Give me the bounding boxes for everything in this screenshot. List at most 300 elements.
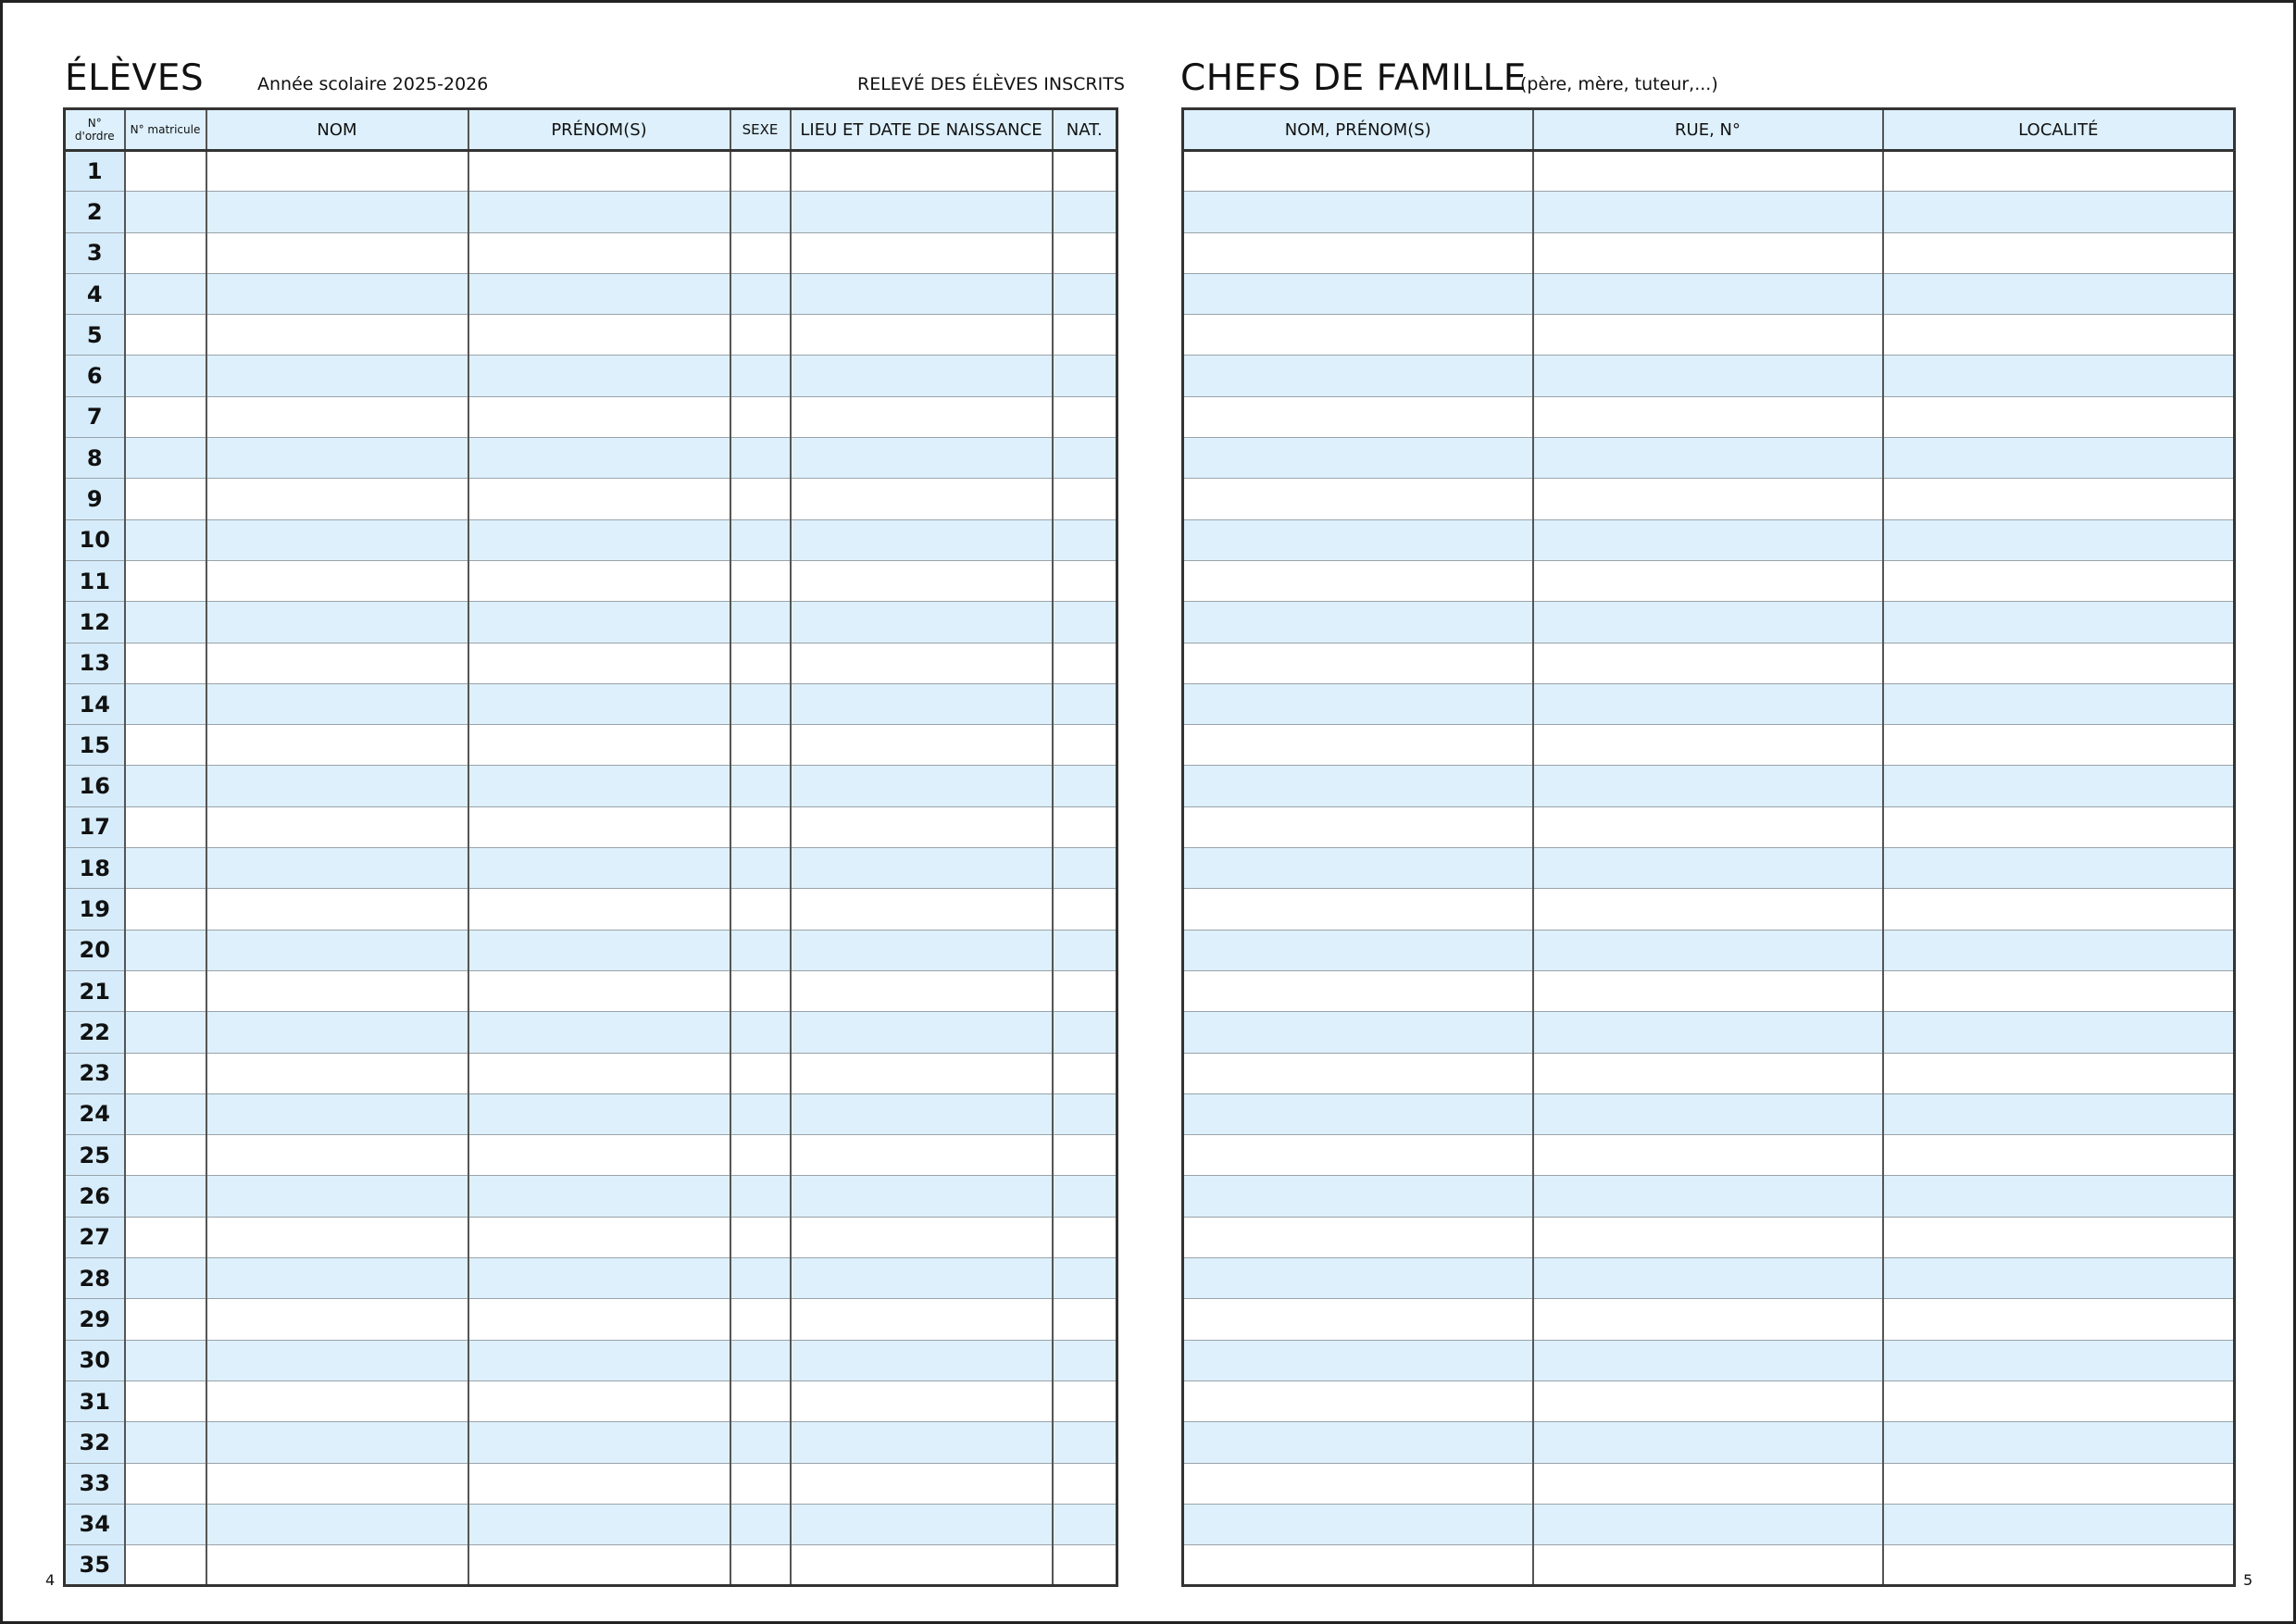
parent-name-cell[interactable]: [1183, 1135, 1533, 1176]
prenoms-cell[interactable]: [468, 848, 730, 889]
street-cell[interactable]: [1533, 1093, 1883, 1134]
birth-cell[interactable]: [791, 889, 1053, 930]
nat-cell[interactable]: [1053, 806, 1117, 847]
parent-name-cell[interactable]: [1183, 560, 1533, 601]
nat-cell[interactable]: [1053, 315, 1117, 356]
matricule-cell[interactable]: [125, 151, 206, 192]
nat-cell[interactable]: [1053, 519, 1117, 560]
street-cell[interactable]: [1533, 643, 1883, 683]
locality-cell[interactable]: [1883, 438, 2235, 479]
prenoms-cell[interactable]: [468, 1012, 730, 1053]
sexe-cell[interactable]: [730, 1053, 791, 1093]
sexe-cell[interactable]: [730, 889, 791, 930]
street-cell[interactable]: [1533, 889, 1883, 930]
birth-cell[interactable]: [791, 643, 1053, 683]
matricule-cell[interactable]: [125, 232, 206, 273]
locality-cell[interactable]: [1883, 643, 2235, 683]
nat-cell[interactable]: [1053, 1093, 1117, 1134]
matricule-cell[interactable]: [125, 1340, 206, 1380]
nom-cell[interactable]: [206, 1217, 468, 1257]
nat-cell[interactable]: [1053, 889, 1117, 930]
locality-cell[interactable]: [1883, 1135, 2235, 1176]
matricule-cell[interactable]: [125, 1217, 206, 1257]
street-cell[interactable]: [1533, 396, 1883, 437]
parent-name-cell[interactable]: [1183, 643, 1533, 683]
matricule-cell[interactable]: [125, 1053, 206, 1093]
birth-cell[interactable]: [791, 1217, 1053, 1257]
nom-cell[interactable]: [206, 356, 468, 396]
prenoms-cell[interactable]: [468, 970, 730, 1011]
parent-name-cell[interactable]: [1183, 766, 1533, 806]
birth-cell[interactable]: [791, 930, 1053, 970]
nom-cell[interactable]: [206, 315, 468, 356]
street-cell[interactable]: [1533, 479, 1883, 519]
sexe-cell[interactable]: [730, 315, 791, 356]
nom-cell[interactable]: [206, 273, 468, 314]
locality-cell[interactable]: [1883, 848, 2235, 889]
locality-cell[interactable]: [1883, 1380, 2235, 1421]
street-cell[interactable]: [1533, 1053, 1883, 1093]
nat-cell[interactable]: [1053, 1176, 1117, 1217]
matricule-cell[interactable]: [125, 479, 206, 519]
nom-cell[interactable]: [206, 602, 468, 643]
matricule-cell[interactable]: [125, 725, 206, 766]
locality-cell[interactable]: [1883, 1217, 2235, 1257]
locality-cell[interactable]: [1883, 1299, 2235, 1340]
birth-cell[interactable]: [791, 602, 1053, 643]
matricule-cell[interactable]: [125, 683, 206, 724]
locality-cell[interactable]: [1883, 192, 2235, 232]
parent-name-cell[interactable]: [1183, 1340, 1533, 1380]
locality-cell[interactable]: [1883, 1340, 2235, 1380]
nom-cell[interactable]: [206, 1545, 468, 1586]
street-cell[interactable]: [1533, 602, 1883, 643]
matricule-cell[interactable]: [125, 766, 206, 806]
nom-cell[interactable]: [206, 1422, 468, 1463]
parent-name-cell[interactable]: [1183, 1217, 1533, 1257]
prenoms-cell[interactable]: [468, 192, 730, 232]
parent-name-cell[interactable]: [1183, 519, 1533, 560]
nat-cell[interactable]: [1053, 683, 1117, 724]
prenoms-cell[interactable]: [468, 232, 730, 273]
parent-name-cell[interactable]: [1183, 1545, 1533, 1586]
sexe-cell[interactable]: [730, 643, 791, 683]
locality-cell[interactable]: [1883, 602, 2235, 643]
street-cell[interactable]: [1533, 1012, 1883, 1053]
locality-cell[interactable]: [1883, 683, 2235, 724]
parent-name-cell[interactable]: [1183, 479, 1533, 519]
matricule-cell[interactable]: [125, 356, 206, 396]
nom-cell[interactable]: [206, 192, 468, 232]
matricule-cell[interactable]: [125, 1135, 206, 1176]
street-cell[interactable]: [1533, 560, 1883, 601]
birth-cell[interactable]: [791, 356, 1053, 396]
matricule-cell[interactable]: [125, 602, 206, 643]
matricule-cell[interactable]: [125, 806, 206, 847]
sexe-cell[interactable]: [730, 479, 791, 519]
matricule-cell[interactable]: [125, 889, 206, 930]
sexe-cell[interactable]: [730, 1093, 791, 1134]
locality-cell[interactable]: [1883, 151, 2235, 192]
matricule-cell[interactable]: [125, 560, 206, 601]
birth-cell[interactable]: [791, 479, 1053, 519]
sexe-cell[interactable]: [730, 232, 791, 273]
street-cell[interactable]: [1533, 848, 1883, 889]
parent-name-cell[interactable]: [1183, 192, 1533, 232]
locality-cell[interactable]: [1883, 396, 2235, 437]
street-cell[interactable]: [1533, 1258, 1883, 1299]
nom-cell[interactable]: [206, 1340, 468, 1380]
sexe-cell[interactable]: [730, 560, 791, 601]
street-cell[interactable]: [1533, 930, 1883, 970]
parent-name-cell[interactable]: [1183, 151, 1533, 192]
nom-cell[interactable]: [206, 1093, 468, 1134]
parent-name-cell[interactable]: [1183, 602, 1533, 643]
nat-cell[interactable]: [1053, 192, 1117, 232]
sexe-cell[interactable]: [730, 1463, 791, 1504]
nat-cell[interactable]: [1053, 1380, 1117, 1421]
matricule-cell[interactable]: [125, 1545, 206, 1586]
matricule-cell[interactable]: [125, 1422, 206, 1463]
nom-cell[interactable]: [206, 643, 468, 683]
parent-name-cell[interactable]: [1183, 1422, 1533, 1463]
parent-name-cell[interactable]: [1183, 930, 1533, 970]
nat-cell[interactable]: [1053, 930, 1117, 970]
birth-cell[interactable]: [791, 1504, 1053, 1544]
birth-cell[interactable]: [791, 273, 1053, 314]
nom-cell[interactable]: [206, 519, 468, 560]
parent-name-cell[interactable]: [1183, 1463, 1533, 1504]
locality-cell[interactable]: [1883, 1012, 2235, 1053]
street-cell[interactable]: [1533, 1299, 1883, 1340]
matricule-cell[interactable]: [125, 1380, 206, 1421]
birth-cell[interactable]: [791, 806, 1053, 847]
birth-cell[interactable]: [791, 848, 1053, 889]
prenoms-cell[interactable]: [468, 1340, 730, 1380]
parent-name-cell[interactable]: [1183, 889, 1533, 930]
prenoms-cell[interactable]: [468, 643, 730, 683]
prenoms-cell[interactable]: [468, 151, 730, 192]
nom-cell[interactable]: [206, 1012, 468, 1053]
locality-cell[interactable]: [1883, 766, 2235, 806]
birth-cell[interactable]: [791, 1463, 1053, 1504]
street-cell[interactable]: [1533, 766, 1883, 806]
prenoms-cell[interactable]: [468, 889, 730, 930]
nat-cell[interactable]: [1053, 1258, 1117, 1299]
matricule-cell[interactable]: [125, 1299, 206, 1340]
nom-cell[interactable]: [206, 232, 468, 273]
prenoms-cell[interactable]: [468, 396, 730, 437]
birth-cell[interactable]: [791, 438, 1053, 479]
street-cell[interactable]: [1533, 438, 1883, 479]
nat-cell[interactable]: [1053, 725, 1117, 766]
street-cell[interactable]: [1533, 1504, 1883, 1544]
locality-cell[interactable]: [1883, 315, 2235, 356]
birth-cell[interactable]: [791, 396, 1053, 437]
sexe-cell[interactable]: [730, 970, 791, 1011]
birth-cell[interactable]: [791, 725, 1053, 766]
nom-cell[interactable]: [206, 1258, 468, 1299]
sexe-cell[interactable]: [730, 273, 791, 314]
nat-cell[interactable]: [1053, 848, 1117, 889]
nat-cell[interactable]: [1053, 1053, 1117, 1093]
street-cell[interactable]: [1533, 806, 1883, 847]
birth-cell[interactable]: [791, 970, 1053, 1011]
sexe-cell[interactable]: [730, 848, 791, 889]
sexe-cell[interactable]: [730, 356, 791, 396]
nom-cell[interactable]: [206, 396, 468, 437]
nat-cell[interactable]: [1053, 1135, 1117, 1176]
birth-cell[interactable]: [791, 683, 1053, 724]
locality-cell[interactable]: [1883, 560, 2235, 601]
locality-cell[interactable]: [1883, 1093, 2235, 1134]
nat-cell[interactable]: [1053, 1504, 1117, 1544]
birth-cell[interactable]: [791, 560, 1053, 601]
birth-cell[interactable]: [791, 315, 1053, 356]
street-cell[interactable]: [1533, 683, 1883, 724]
sexe-cell[interactable]: [730, 1217, 791, 1257]
locality-cell[interactable]: [1883, 273, 2235, 314]
nat-cell[interactable]: [1053, 273, 1117, 314]
nom-cell[interactable]: [206, 438, 468, 479]
sexe-cell[interactable]: [730, 519, 791, 560]
locality-cell[interactable]: [1883, 970, 2235, 1011]
nat-cell[interactable]: [1053, 970, 1117, 1011]
birth-cell[interactable]: [791, 1299, 1053, 1340]
nat-cell[interactable]: [1053, 1340, 1117, 1380]
sexe-cell[interactable]: [730, 725, 791, 766]
street-cell[interactable]: [1533, 1545, 1883, 1586]
prenoms-cell[interactable]: [468, 1299, 730, 1340]
sexe-cell[interactable]: [730, 806, 791, 847]
nat-cell[interactable]: [1053, 396, 1117, 437]
nat-cell[interactable]: [1053, 1545, 1117, 1586]
parent-name-cell[interactable]: [1183, 356, 1533, 396]
matricule-cell[interactable]: [125, 1463, 206, 1504]
matricule-cell[interactable]: [125, 1093, 206, 1134]
prenoms-cell[interactable]: [468, 1258, 730, 1299]
birth-cell[interactable]: [791, 1258, 1053, 1299]
nat-cell[interactable]: [1053, 1422, 1117, 1463]
prenoms-cell[interactable]: [468, 519, 730, 560]
birth-cell[interactable]: [791, 192, 1053, 232]
street-cell[interactable]: [1533, 356, 1883, 396]
matricule-cell[interactable]: [125, 643, 206, 683]
street-cell[interactable]: [1533, 1217, 1883, 1257]
nom-cell[interactable]: [206, 1463, 468, 1504]
nom-cell[interactable]: [206, 806, 468, 847]
street-cell[interactable]: [1533, 725, 1883, 766]
parent-name-cell[interactable]: [1183, 396, 1533, 437]
sexe-cell[interactable]: [730, 1340, 791, 1380]
prenoms-cell[interactable]: [468, 356, 730, 396]
street-cell[interactable]: [1533, 519, 1883, 560]
sexe-cell[interactable]: [730, 1176, 791, 1217]
locality-cell[interactable]: [1883, 1422, 2235, 1463]
matricule-cell[interactable]: [125, 1258, 206, 1299]
sexe-cell[interactable]: [730, 1380, 791, 1421]
nom-cell[interactable]: [206, 479, 468, 519]
prenoms-cell[interactable]: [468, 1093, 730, 1134]
matricule-cell[interactable]: [125, 1176, 206, 1217]
nat-cell[interactable]: [1053, 1463, 1117, 1504]
sexe-cell[interactable]: [730, 396, 791, 437]
nat-cell[interactable]: [1053, 232, 1117, 273]
prenoms-cell[interactable]: [468, 1217, 730, 1257]
birth-cell[interactable]: [791, 519, 1053, 560]
parent-name-cell[interactable]: [1183, 848, 1533, 889]
nom-cell[interactable]: [206, 1299, 468, 1340]
birth-cell[interactable]: [791, 1545, 1053, 1586]
locality-cell[interactable]: [1883, 1258, 2235, 1299]
parent-name-cell[interactable]: [1183, 232, 1533, 273]
sexe-cell[interactable]: [730, 683, 791, 724]
sexe-cell[interactable]: [730, 930, 791, 970]
birth-cell[interactable]: [791, 1053, 1053, 1093]
parent-name-cell[interactable]: [1183, 1053, 1533, 1093]
nom-cell[interactable]: [206, 1504, 468, 1544]
locality-cell[interactable]: [1883, 930, 2235, 970]
nom-cell[interactable]: [206, 1135, 468, 1176]
parent-name-cell[interactable]: [1183, 806, 1533, 847]
matricule-cell[interactable]: [125, 970, 206, 1011]
prenoms-cell[interactable]: [468, 1463, 730, 1504]
street-cell[interactable]: [1533, 1340, 1883, 1380]
prenoms-cell[interactable]: [468, 1504, 730, 1544]
sexe-cell[interactable]: [730, 1504, 791, 1544]
prenoms-cell[interactable]: [468, 806, 730, 847]
locality-cell[interactable]: [1883, 725, 2235, 766]
street-cell[interactable]: [1533, 1380, 1883, 1421]
sexe-cell[interactable]: [730, 1258, 791, 1299]
sexe-cell[interactable]: [730, 1299, 791, 1340]
parent-name-cell[interactable]: [1183, 1093, 1533, 1134]
birth-cell[interactable]: [791, 232, 1053, 273]
locality-cell[interactable]: [1883, 1463, 2235, 1504]
sexe-cell[interactable]: [730, 1545, 791, 1586]
sexe-cell[interactable]: [730, 1135, 791, 1176]
matricule-cell[interactable]: [125, 848, 206, 889]
street-cell[interactable]: [1533, 232, 1883, 273]
parent-name-cell[interactable]: [1183, 1012, 1533, 1053]
prenoms-cell[interactable]: [468, 1053, 730, 1093]
prenoms-cell[interactable]: [468, 273, 730, 314]
street-cell[interactable]: [1533, 315, 1883, 356]
nom-cell[interactable]: [206, 560, 468, 601]
parent-name-cell[interactable]: [1183, 1258, 1533, 1299]
nom-cell[interactable]: [206, 766, 468, 806]
prenoms-cell[interactable]: [468, 479, 730, 519]
birth-cell[interactable]: [791, 1422, 1053, 1463]
sexe-cell[interactable]: [730, 192, 791, 232]
parent-name-cell[interactable]: [1183, 1504, 1533, 1544]
nom-cell[interactable]: [206, 970, 468, 1011]
birth-cell[interactable]: [791, 1135, 1053, 1176]
nat-cell[interactable]: [1053, 1012, 1117, 1053]
birth-cell[interactable]: [791, 1012, 1053, 1053]
street-cell[interactable]: [1533, 970, 1883, 1011]
locality-cell[interactable]: [1883, 806, 2235, 847]
prenoms-cell[interactable]: [468, 930, 730, 970]
birth-cell[interactable]: [791, 1176, 1053, 1217]
matricule-cell[interactable]: [125, 396, 206, 437]
parent-name-cell[interactable]: [1183, 315, 1533, 356]
nom-cell[interactable]: [206, 683, 468, 724]
nat-cell[interactable]: [1053, 560, 1117, 601]
nat-cell[interactable]: [1053, 151, 1117, 192]
street-cell[interactable]: [1533, 1463, 1883, 1504]
matricule-cell[interactable]: [125, 192, 206, 232]
matricule-cell[interactable]: [125, 1504, 206, 1544]
prenoms-cell[interactable]: [468, 725, 730, 766]
street-cell[interactable]: [1533, 1422, 1883, 1463]
prenoms-cell[interactable]: [468, 1135, 730, 1176]
prenoms-cell[interactable]: [468, 766, 730, 806]
prenoms-cell[interactable]: [468, 560, 730, 601]
birth-cell[interactable]: [791, 1340, 1053, 1380]
nat-cell[interactable]: [1053, 438, 1117, 479]
street-cell[interactable]: [1533, 192, 1883, 232]
matricule-cell[interactable]: [125, 519, 206, 560]
matricule-cell[interactable]: [125, 930, 206, 970]
birth-cell[interactable]: [791, 1093, 1053, 1134]
parent-name-cell[interactable]: [1183, 725, 1533, 766]
nom-cell[interactable]: [206, 1053, 468, 1093]
street-cell[interactable]: [1533, 273, 1883, 314]
street-cell[interactable]: [1533, 1135, 1883, 1176]
sexe-cell[interactable]: [730, 1012, 791, 1053]
nat-cell[interactable]: [1053, 602, 1117, 643]
parent-name-cell[interactable]: [1183, 1299, 1533, 1340]
sexe-cell[interactable]: [730, 1422, 791, 1463]
nat-cell[interactable]: [1053, 643, 1117, 683]
prenoms-cell[interactable]: [468, 1176, 730, 1217]
locality-cell[interactable]: [1883, 519, 2235, 560]
prenoms-cell[interactable]: [468, 602, 730, 643]
locality-cell[interactable]: [1883, 1176, 2235, 1217]
parent-name-cell[interactable]: [1183, 273, 1533, 314]
locality-cell[interactable]: [1883, 356, 2235, 396]
locality-cell[interactable]: [1883, 889, 2235, 930]
prenoms-cell[interactable]: [468, 1545, 730, 1586]
nom-cell[interactable]: [206, 725, 468, 766]
prenoms-cell[interactable]: [468, 1380, 730, 1421]
parent-name-cell[interactable]: [1183, 1380, 1533, 1421]
nat-cell[interactable]: [1053, 1299, 1117, 1340]
prenoms-cell[interactable]: [468, 683, 730, 724]
parent-name-cell[interactable]: [1183, 683, 1533, 724]
parent-name-cell[interactable]: [1183, 1176, 1533, 1217]
birth-cell[interactable]: [791, 1380, 1053, 1421]
locality-cell[interactable]: [1883, 1504, 2235, 1544]
nom-cell[interactable]: [206, 930, 468, 970]
matricule-cell[interactable]: [125, 1012, 206, 1053]
nat-cell[interactable]: [1053, 1217, 1117, 1257]
nom-cell[interactable]: [206, 848, 468, 889]
matricule-cell[interactable]: [125, 273, 206, 314]
parent-name-cell[interactable]: [1183, 438, 1533, 479]
matricule-cell[interactable]: [125, 438, 206, 479]
locality-cell[interactable]: [1883, 1545, 2235, 1586]
nat-cell[interactable]: [1053, 356, 1117, 396]
nom-cell[interactable]: [206, 889, 468, 930]
prenoms-cell[interactable]: [468, 438, 730, 479]
parent-name-cell[interactable]: [1183, 970, 1533, 1011]
nom-cell[interactable]: [206, 151, 468, 192]
sexe-cell[interactable]: [730, 766, 791, 806]
nom-cell[interactable]: [206, 1176, 468, 1217]
nom-cell[interactable]: [206, 1380, 468, 1421]
